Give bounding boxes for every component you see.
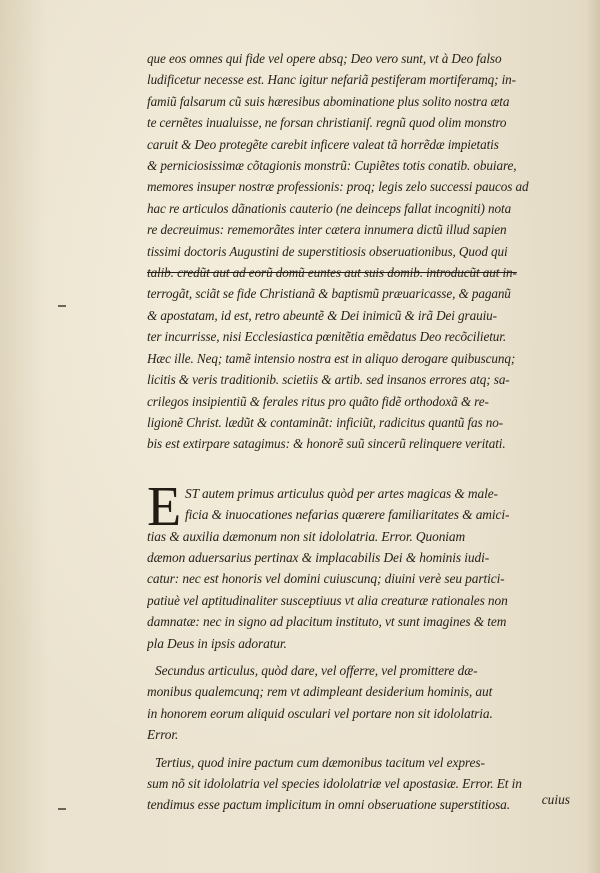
text-line: ficia & inuocationes nefarias quærere familiaritates & amici- bbox=[185, 507, 510, 523]
text-line: te cernẽtes inualuisse, ne forsan christianiſ. regnũ quod olim monstro bbox=[147, 115, 507, 131]
opening-paragraph bbox=[147, 48, 573, 455]
text-line: tendimus esse pactum implicitum in omni obseruatione superstitiosa. bbox=[147, 797, 511, 813]
text-line: sum nõ sit idololatria vel species idololatriæ vel apostasiæ. Error. Et in bbox=[147, 776, 522, 791]
text-line: tissimi doctoris Augustini de superstitiosis obseruationibus, Quod qui bbox=[147, 243, 508, 259]
text-block bbox=[147, 48, 573, 816]
text-line: catur: nec est honoris vel domini cuiuscunq; diuini verè seu partici- bbox=[147, 571, 505, 587]
text-line: damnatæ: nec in signo ad placitum instituto, vt sunt imagines & tem bbox=[147, 614, 507, 630]
margin-mark bbox=[58, 305, 66, 307]
text-line: patiuè vel aptitudinaliter susceptiuus vt alia creaturæ rationales non bbox=[147, 592, 508, 608]
text-line: licitis & veris traditionib. scietiis & artib. sed insanos errores atq; sa- bbox=[147, 372, 510, 388]
article-3 bbox=[147, 752, 573, 816]
text-line: crilegos insipientiũ & ferales ritus pro quãto fidẽ orthodoxã & re- bbox=[147, 393, 489, 409]
text-line: que eos omnes qui fide vel opere absq; Deo vero sunt, vt à Deo falso bbox=[147, 51, 502, 66]
text-line: terrogãt, sciãt se fide Christianã & baptismũ præuaricasse, & paganũ bbox=[147, 286, 511, 302]
text-line: tias & auxilia dæmonum non sit idololatria. Error. Quoniam bbox=[147, 528, 466, 544]
text-line: hac re articulos dãnationis cauterio (ne deinceps fallat incogniti) nota bbox=[147, 200, 512, 216]
article-1 bbox=[147, 475, 573, 654]
text-line: Tertius, quod inire pactum cum dæmonibus tacitum vel expres- bbox=[155, 754, 485, 770]
text-line: & perniciosissimæ cõtagionis monstrũ: Cupiẽtes totis conatib. obuiare, bbox=[147, 158, 517, 174]
text-line: ludificetur necesse est. Hanc igitur nefariã pestiferam mortiferamq; in- bbox=[147, 72, 516, 88]
article-2 bbox=[147, 660, 573, 746]
text-line: & apostatam, id est, retro abeuntẽ & Dei inimicũ & irã Dei grauiu- bbox=[147, 307, 497, 323]
text-line: Hæc ille. Neq; tamẽ intensio nostra est in aliquo derogare quibuscunq; bbox=[147, 350, 516, 366]
text-line: talib. credũt aut ad eorũ domũ euntes aut suis domib. introducũt aut in- bbox=[147, 265, 517, 281]
text-line: bis est extirpare satagimus: & honorẽ suũ sincerũ relinquere veritati. bbox=[147, 436, 506, 452]
text-line: ST autem primus articulus quòd per artes magicas & male- bbox=[185, 485, 498, 501]
text-line: in honorem eorum aliquid osculari vel portare non sit idololatria. bbox=[147, 705, 493, 721]
text-line: famiũ falsarum cũ suis hæresibus abominatione plus solito nostra æta bbox=[147, 93, 510, 109]
text-line: ligionẽ Christ. lædũt & contaminãt: inficiũt, radicitus quantũ fas no- bbox=[147, 414, 504, 430]
drop-capital: E bbox=[147, 475, 182, 538]
text-line: monibus qualemcunq; rem vt adimpleant desiderium hominis, aut bbox=[147, 684, 493, 700]
text-line: memores insuper nostræ professionis: proq; legis zelo successi paucos ad bbox=[147, 179, 529, 195]
text-line: Error. bbox=[147, 727, 179, 743]
catchword: cuius bbox=[541, 792, 570, 807]
text-line: re decreuimus: rememorãtes inter cætera innumera dictũ illud sapien bbox=[147, 222, 507, 238]
text-line: caruit & Deo protegẽte carebit inficere valeat tã horrẽdæ impietatis bbox=[147, 136, 499, 152]
text-line: Secundus articulus, quòd dare, vel offerre, vel promittere dæ- bbox=[155, 662, 478, 678]
text-line: pla Deus in ipsis adoratur. bbox=[147, 635, 287, 651]
text-line: dæmon aduersarius pertinax & implacabilis Dei & hominis iudi- bbox=[147, 549, 490, 565]
margin-mark bbox=[58, 808, 66, 810]
text-line: ter incurrisse, nisi Ecclesiastica pœnitẽtia emẽdatus Deo recõcilietur. bbox=[147, 329, 507, 345]
